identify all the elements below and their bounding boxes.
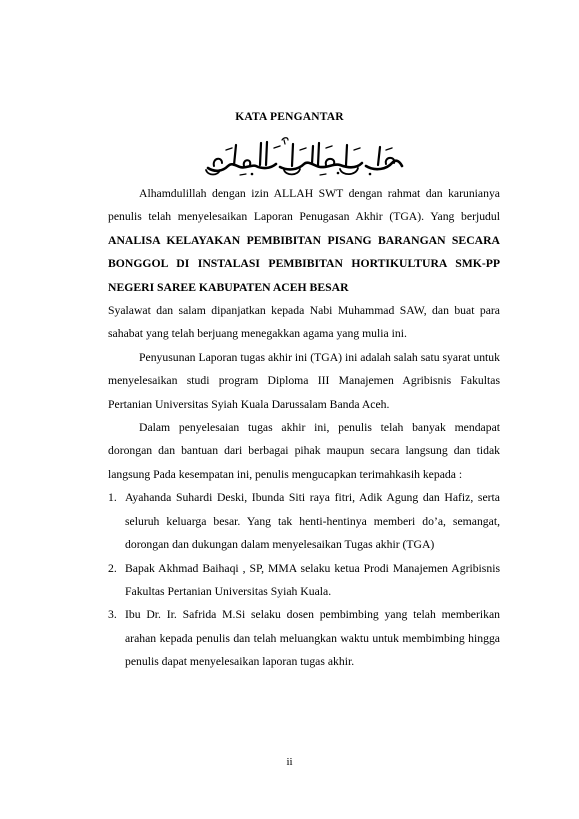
- list-item-number: 3.: [108, 608, 117, 622]
- list-item: [108, 603, 500, 673]
- list-item: [108, 486, 500, 556]
- bismillah-calligraphy-icon: [200, 136, 408, 178]
- paragraph-thanks-intro: Dalam penyelesaian tugas akhir ini, penulis telah banyak mendapat dorongan dan bantuan dari berbagai pihak maupun secara langsung dan tidak langsung Pada kesempatan ini, penulis mengucapkan terimahkasih kepada :: [108, 421, 500, 481]
- acknowledgement-list: [108, 486, 500, 673]
- list-item-text: Ibu Dr. Ir. Safrida M.Si selaku dosen pembimbing yang telah memberikan arahan kepada penulis dan telah meluangkan waktu untuk membimbing hingga penulis dapat menyelesaikan laporan tugas akhir.: [125, 608, 500, 669]
- list-item: [108, 557, 500, 604]
- list-item-number: 2.: [108, 561, 117, 575]
- paragraph-opening-text: Alhamdulillah dengan izin ALLAH SWT dengan rahmat dan karunianya penulis telah menyelesaikan Laporan Penugasan Akhir (TGA). Yang berjudul: [108, 187, 500, 224]
- paragraph-purpose: Penyusunan Laporan tugas akhir ini (TGA) ini adalah salah satu syarat untuk menyelesaikan studi program Diploma III Manajemen Agribisnis Fakultas Pertanian Universitas Syiah Kuala Darussalam Banda Aceh.: [108, 350, 500, 411]
- list-item-text: Ayahanda Suhardi Deski, Ibunda Siti raya fitri, Adik Agung dan Hafiz, serta seluruh keluarga besar. Yang tak henti-hentinya memberi do’a, semangat, dorongan dan dukungan dalam menyelesaikan Tugas akhir (TGA): [125, 491, 500, 552]
- list-item-number: 1.: [108, 491, 117, 505]
- page-title: KATA PENGANTAR: [235, 111, 344, 123]
- page-number: ii: [286, 756, 293, 768]
- paragraph-opening: [108, 182, 500, 299]
- document-body: [108, 182, 500, 674]
- report-title: ANALISA KELAYAKAN PEMBIBITAN PISANG BARANGAN SECARA BONGGOL DI INSTALASI PEMBIBITAN HORTIKULTURA SMK-PP NEGERI SAREE KABUPATEN ACEH BESAR: [108, 233, 500, 294]
- list-item-text: Bapak Akhmad Baihaqi , SP, MMA selaku ketua Prodi Manajemen Agribisnis Fakultas Pertanian Universitas Syiah Kuala.: [125, 561, 500, 598]
- paragraph-salawat: Syalawat dan salam dipanjatkan kepada Nabi Muhammad SAW, dan buat para sahabat yang telah berjuang menegakkan agama yang mulia ini.: [108, 304, 500, 341]
